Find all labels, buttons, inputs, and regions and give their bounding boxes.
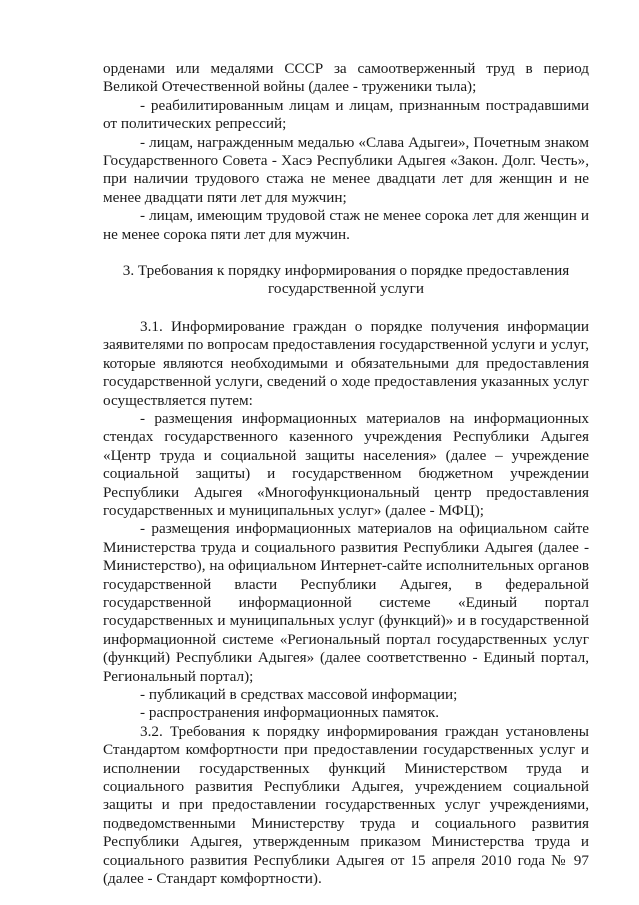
paragraph-3-2: 3.2. Требования к порядку информирования граждан установлены Стандартом комфортности при предоставлении государственных услуг и исполнении государственных функций Министерством труда и социального развития Республики Адыгея, учреждением социальной защиты и при предоставлении государственных услуг учреждениями, подведомственными Министерству труда и социального развития Республики Адыгея, утвержденным приказом Министерства труда и социального развития Республики Адыгея от 15 апреля 2010 года № 97 (далее - Стандарт комфортности). bbox=[103, 722, 589, 888]
list-item-mass-media: - публикаций в средствах массовой информации; bbox=[140, 686, 458, 703]
list-item-websites: - размещения информационных материалов на официальном сайте Министерства труда и социального развития Республики Адыгея (далее - Министерство), на официальном Интернет-сайте исполнительных органов государственной власти Республики Адыгея, в федеральной государственной информационной системе «Единый портал государственных и муниципальных услуг (функций)» и в государственной информационной системе «Региональный портал государственных услуг (функций) Республики Адыгея» (далее соответственно - Единый портал, Региональный портал); bbox=[103, 520, 589, 685]
document-body bbox=[103, 60, 589, 888]
list-item-medal-holders: - лицам, награжденным медалью «Слава Адыгеи», Почетным знаком Государственного Совета - Хасэ Республики Адыгея «Закон. Долг. Честь», при наличии трудового стажа не менее двадцати лет для женщин и не менее двадцати пяти лет для мужчин; bbox=[103, 133, 589, 206]
list-item-leaflets: - распространения информационных памяток. bbox=[140, 704, 440, 722]
list-item-rehabilitated: - реабилитированным лицам и лицам, признанным пострадавшими от политических репрессий; bbox=[103, 96, 589, 133]
list-item-work-experience: - лицам, имеющим трудовой стаж не менее сорока лет для женщин и не менее сорока пяти лет для мужчин. bbox=[103, 207, 589, 243]
paragraph-home-front-workers: орденами или медалями СССР за самоотверженный труд в период Великой Отечественной войны (далее - труженики тыла); bbox=[103, 60, 589, 96]
paragraph-3-1: 3.1. Информирование граждан о порядке получения информации заявителями по вопросам предоставления государственной услуги и услуг, которые являются необходимыми и обязательными для предоставления государственной услуги, сведений о ходе предоставления указанных услуг осуществляется путем: bbox=[103, 317, 589, 409]
list-item-stands: - размещения информационных материалов на информационных стендах государственного казенного учреждения Республики Адыгея «Центр труда и социальной защиты населения» (далее – учреждение социальной защиты) и государственном бюджетном учреждении Республики Адыгея «Многофункциональный центр предоставления государственных и муниципальных услуг» (далее - МФЦ); bbox=[103, 409, 589, 519]
section-heading: 3. Требования к порядку информирования о порядке предоставления государственной услуги bbox=[122, 262, 570, 298]
